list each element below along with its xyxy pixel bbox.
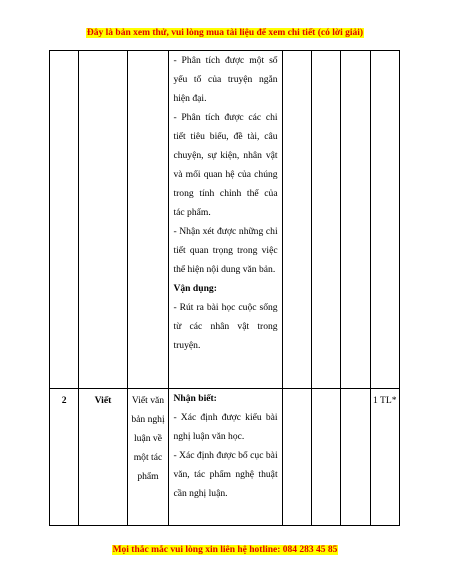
count-cell-comprehension xyxy=(311,389,340,526)
table-row xyxy=(50,389,400,526)
count-cell-application xyxy=(341,389,370,526)
preview-notice-banner: Đây là bản xem thử, vui lòng mua tài liệu để xem chi tiết (có lời giải) xyxy=(86,28,364,38)
assessment-spec-table xyxy=(49,50,400,526)
requirement-line: - Rút ra bài học cuộc sống từ các nhân vật trong truyện. xyxy=(173,302,278,351)
count-cell-recognition xyxy=(282,389,311,526)
requirement-line: - Phân tích được các chi tiết tiêu biểu, đề tài, câu chuyện, sự kiện, nhân vật và mối quan hệ của chúng trong tính chỉnh thể của tác phẩm. xyxy=(173,112,278,218)
table-row xyxy=(50,51,400,389)
requirement-line: - Xác định được bố cục bài văn, tác phẩm nghệ thuật cần nghị luận. xyxy=(173,450,278,499)
count-cell-comprehension xyxy=(311,51,340,389)
requirement-cell xyxy=(169,389,282,526)
hotline-footer-banner: Mọi thắc mắc vui lòng xin liên hệ hotline: 084 283 45 85 xyxy=(112,545,338,555)
count-cell-recognition xyxy=(282,51,311,389)
requirement-line: - Phân tích được một số yếu tố của truyện ngắn hiện đại. xyxy=(173,55,278,104)
chapter-cell: Viết xyxy=(79,389,127,526)
level-heading: Vận dụng: xyxy=(173,283,217,294)
row-number-cell xyxy=(50,51,79,389)
content-unit-cell xyxy=(127,51,169,389)
requirement-line: - Nhận xét được những chi tiết quan trọng trong việc thể hiện nội dung văn bản. xyxy=(173,226,278,275)
count-cell-advanced xyxy=(370,51,399,389)
row-number-cell: 2 xyxy=(50,389,79,526)
requirement-line: - Xác định được kiểu bài nghị luận văn học. xyxy=(173,412,278,442)
level-heading: Nhận biết: xyxy=(173,393,217,404)
count-cell-advanced: 1 TL* xyxy=(370,389,399,526)
content-unit-cell: Viết văn bản nghị luận về một tác phẩm xyxy=(127,389,169,526)
chapter-cell xyxy=(79,51,127,389)
requirement-cell xyxy=(169,51,282,389)
count-cell-application xyxy=(341,51,370,389)
